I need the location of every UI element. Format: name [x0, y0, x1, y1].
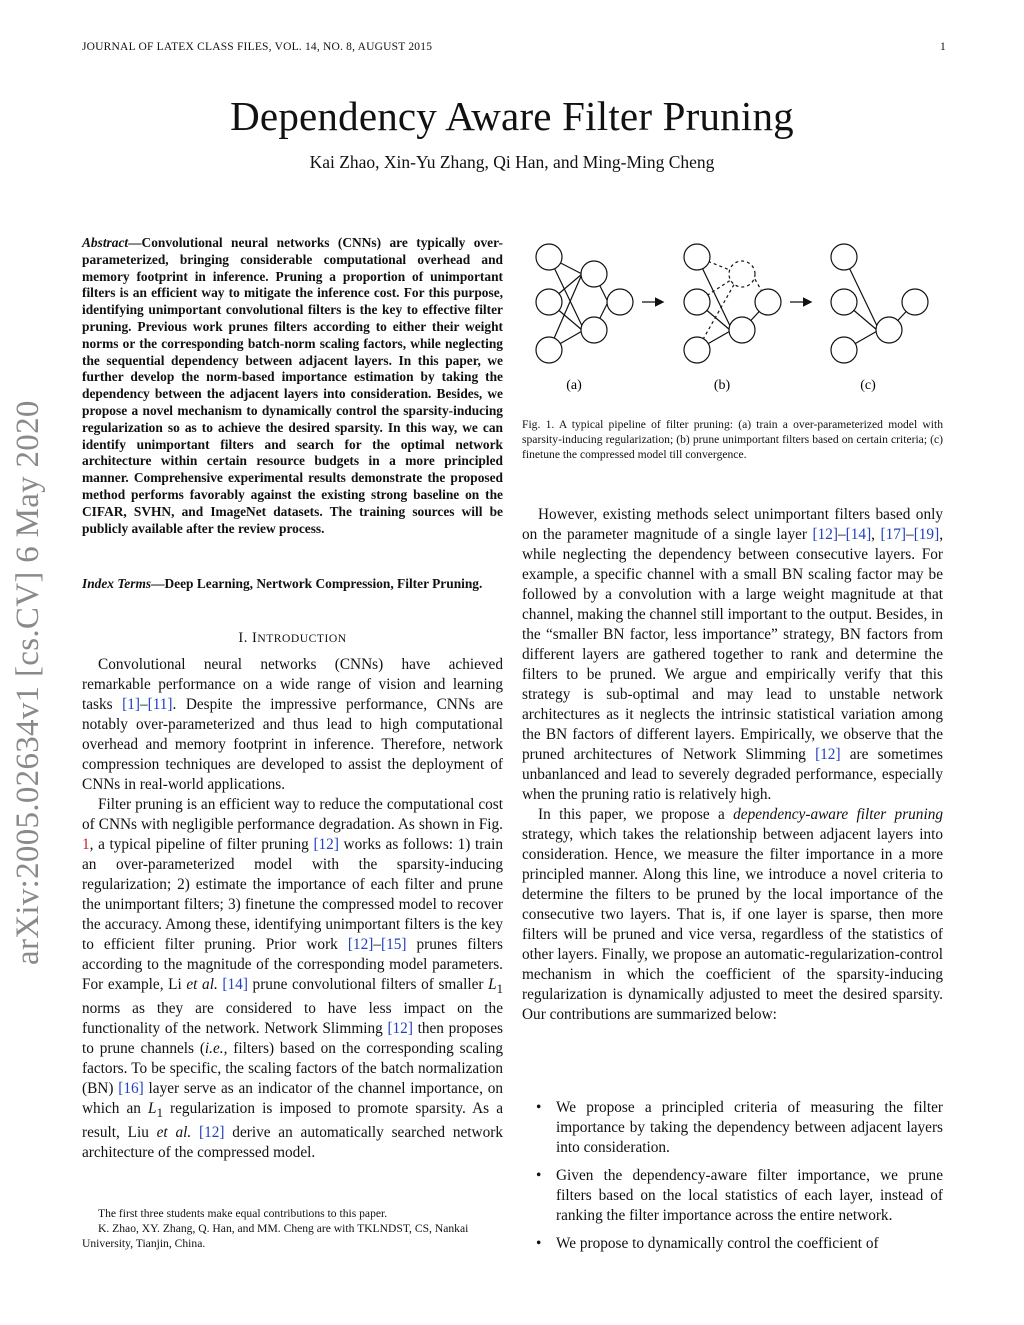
right-paragraph-1: However, existing methods select unimportant filters based only on the parameter magnitude of a single layer [12]–[14], [17]–[19], while neglecting the dependency between consecutive layers. For example, a specific channel with a small BN scaling factor may be followed by a convolution with a large weight magnitude at that channel, making the channel still important to the output. Besides, in the “smaller BN factor, less importance” strategy, BN factors from different layers are gathered together to rank and determine the filters to be pruned. We argue and empirically verify that this strategy is sub-optimal and may lead to unstable network architectures as it neglects the intrinsic statistical variation among the BN factors of different layers. Empirically, we observe that the pruned architectures of Network Slimming [12] are sometimes unbanlanced and lead to severely degraded performance, especially when the pruning ratio is relatively high. — [522, 506, 944, 803]
citation-link[interactable]: [12] — [347, 936, 374, 953]
right-column-body — [522, 505, 943, 1025]
journal-info: JOURNAL OF LATEX CLASS FILES, VOL. 14, NO. 8, AUGUST 2015 — [82, 41, 433, 53]
neuron-input-1 — [536, 244, 562, 270]
citation-link[interactable]: [1] — [122, 696, 140, 713]
footnotes — [82, 1206, 503, 1251]
network-c — [831, 244, 928, 363]
citation-link[interactable]: [11] — [147, 696, 173, 713]
neuron-input-3 — [536, 337, 562, 363]
intro-paragraph-1: Convolutional neural networks (CNNs) have achieved remarkable performance on a wide range of vision and learning tasks [1]–[11]. Despite the impressive performance, CNNs are notably over-parameterized and thus lead to high computational overhead and memory footprint in inference. Therefore, network compression techniques are developed to assist the deployment of CNNs in real-world applications. — [82, 656, 503, 793]
section-number: I. — [238, 630, 248, 646]
citation-link[interactable]: [19] — [913, 526, 940, 543]
page-number: 1 — [940, 41, 946, 53]
citation-link[interactable]: [12] — [815, 746, 841, 763]
neuron-hidden-2 — [581, 317, 607, 343]
citation-link[interactable]: [17] — [880, 526, 907, 543]
citation-link[interactable]: [12] — [199, 1124, 225, 1142]
neuron-input-2 — [536, 289, 562, 315]
citation-link[interactable]: [14] — [845, 526, 872, 543]
neuron-output — [607, 289, 633, 315]
figure-link[interactable]: 1 — [82, 836, 90, 853]
subfig-label-c: (c) — [860, 378, 876, 393]
network-b — [684, 244, 781, 363]
right-paragraph-2: In this paper, we propose a dependency-aware filter pruning strategy, which takes the relationship between adjacent layers into consideration. Hence, we measure the filter importance in a more principled manner. Along this line, we introduce a novel criteria to determine the filters to be pruned by the local importance of the consecutive two layers. That is, if one layer is sparse, then more filters will be pruned and vice versa, regardless of the statistics of other layers. Finally, we propose an automatic-regularization-control mechanism in which the coefficient of the sparsity-inducing regularization is dynamically adjusted to meet the desired sparsity. Our contributions are summarized below: — [522, 806, 943, 1023]
network-a — [536, 244, 633, 363]
list-item: • We propose a principled criteria of measuring the filter importance by taking the dependency between adjacent layers into consideration. — [536, 1099, 943, 1156]
citation-link[interactable]: [12] — [313, 836, 339, 853]
math-l1: L — [488, 976, 497, 993]
index-terms-label: Index Terms — [82, 576, 152, 591]
section-heading — [82, 630, 503, 647]
contributions-list — [522, 1098, 943, 1262]
list-item: • We propose to dynamically control the coefficient of — [536, 1235, 879, 1252]
footnote-equal-contribution: The first three students make equal contributions to this paper. — [98, 1207, 388, 1220]
citation-link[interactable]: [15] — [380, 936, 407, 953]
abstract-text: —Convolutional neural networks (CNNs) are typically over-parameterized, bringing considerable computational overhead and memory footprint in inference. Pruning a proportion of unimportant filters is an efficient way to mitigate the inference cost. For this purpose, identifying unimportant convolutional filters is the key to effective filter pruning. Previous work prunes filters according to either their weight norms or the corresponding batch-norm scaling factors, while neglecting the sequential dependency between adjacent layers. In this paper, we further develop the norm-based importance estimation by taking the dependency between the adjacent layers into consideration. Besides, we propose a novel mechanism to dynamically control the sparsity-inducing regularization so as to achieve the desired sparsity. In this way, we can identify unimportant filters and search for the optimal network architecture within certain resource budgets in a more principled manner. Comprehensive experimental results demonstrate the proposed method performs favorably against the existing strong baseline on the CIFAR, SVHN, and ImageNet datasets. The training sources will be publicly available after the review process. — [82, 235, 503, 536]
list-item: • Given the dependency-aware filter importance, we prune filters based on the local statistics of each layer, instead of ranking the filter importance across the entire network. — [536, 1167, 943, 1224]
arxiv-stamp: arXiv:2005.02634v1 [cs.CV] 6 May 2020 — [10, 400, 46, 965]
subfig-label-a: (a) — [566, 378, 582, 393]
intro-body — [82, 655, 503, 1163]
bullet-icon: • — [536, 1167, 542, 1184]
intro-paragraph-2: Filter pruning is an efficient way to reduce the computational cost of CNNs with negligible performance degradation. As shown in Fig. 1, a typical pipeline of filter pruning [12] works as follows: 1) train an over-parameterized model with the sparsity-inducing regularization; 2) estimate the importance of each filter and prune the unimportant filters; 3) finetune the compressed model to recover the accuracy. Among these, identifying unimportant filters is the key to efficient filter pruning. Prior work [12]–[15] prunes filters according to the magnitude of the corresponding model parameters. For example, Li et al. [14] prune convolutional filters of smaller $L_1$ norms as they are considered to have less impact on the functionality of the network. Network Slimming [12] then proposes to prune channels (i.e., filters) based on the corresponding scaling factors. To be specific, the scaling factors of the batch normalization (BN) [16] layer serve as an indicator of the channel importance, on which an $L_1$ regularization is imposed to promote sparsity. As a result, Liu et al. [12] derive an automatically searched network architecture of the compressed model. — [82, 796, 504, 1162]
bullet-icon: • — [536, 1099, 542, 1116]
abstract — [82, 235, 503, 537]
index-terms-text: —Deep Learning, Nertwork Compression, Filter Pruning. — [151, 576, 483, 591]
index-terms — [82, 576, 503, 593]
subfig-label-b: (b) — [713, 378, 731, 393]
abstract-label: Abstract — [82, 235, 129, 250]
emphasis-method: dependency-aware filter pruning — [733, 806, 943, 823]
footnote-affiliation: K. Zhao, XY. Zhang, Q. Han, and MM. Cheng are with TKLNDST, CS, Nankai University, Tianjin, China. — [82, 1222, 469, 1250]
section-first-letter: I — [252, 630, 258, 646]
pruned-neuron — [729, 261, 755, 287]
figure-caption: Fig. 1. A typical pipeline of filter pruning: (a) train a over-parameterized model with sparsity-inducing regularization; (b) prune unimportant filters based on certain criteria; (c) finetune the compressed model till convergence. — [522, 418, 943, 461]
citation-link[interactable]: [12] — [387, 1020, 413, 1038]
citation-link[interactable]: [14] — [222, 976, 248, 993]
citation-link[interactable]: [12] — [812, 526, 839, 543]
neuron-hidden-1 — [581, 261, 607, 287]
bullet-icon: • — [536, 1235, 542, 1252]
citation-link[interactable]: [16] — [118, 1080, 144, 1098]
running-head — [82, 41, 946, 53]
math-l1: L — [148, 1100, 157, 1118]
figure-1 — [522, 232, 943, 402]
pruning-pipeline-diagram — [522, 232, 943, 402]
author-list: Kai Zhao, Xin-Yu Zhang, Qi Han, and Ming-Ming Cheng — [309, 152, 715, 172]
section-title-rest: NTRODUCTION — [257, 632, 347, 645]
paper-title: Dependency Aware Filter Pruning — [230, 93, 794, 139]
